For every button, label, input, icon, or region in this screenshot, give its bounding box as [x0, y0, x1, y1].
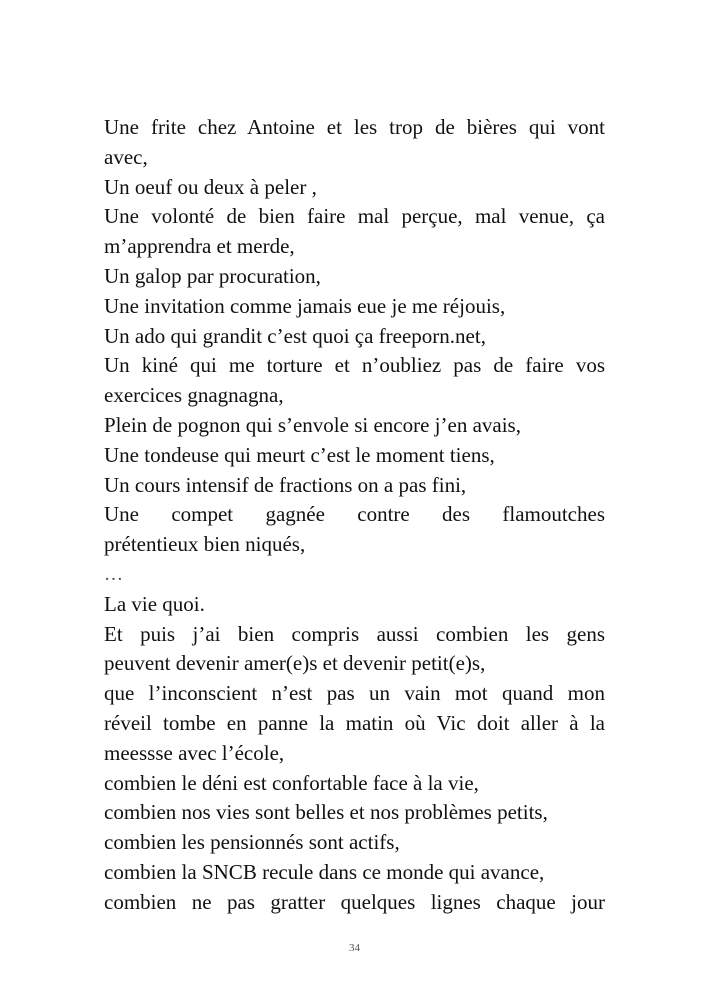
- text-line: Un cours intensif de fractions on a pas fini,: [104, 472, 467, 497]
- text-line: exercices gnagnagna,: [104, 383, 284, 408]
- text-line: Plein de pognon qui s’envole si encore j’en avais,: [104, 412, 521, 437]
- text-line: prétentieux bien niqués,: [104, 532, 306, 557]
- text-line: Et puis j’ai bien compris aussi combien les gens: [104, 621, 605, 646]
- text-line: Une invitation comme jamais eue je me réjouis,: [104, 293, 506, 318]
- text-line: …: [104, 563, 124, 585]
- text-line: Une tondeuse qui meurt c’est le moment tiens,: [104, 442, 495, 467]
- page-number: 34: [349, 942, 360, 954]
- text-line: m’apprendra et merde,: [104, 234, 295, 259]
- body-text: [104, 113, 605, 918]
- text-line: meessse avec l’école,: [104, 740, 285, 765]
- text-line: Une frite chez Antoine et les trop de bières qui vont: [104, 115, 605, 139]
- text-line: Un ado qui grandit c’est quoi ça freeporn.net,: [104, 323, 486, 348]
- text-line: combien ne pas gratter quelques lignes chaque jour: [104, 889, 605, 914]
- text-line: avec,: [104, 144, 148, 169]
- text-line: combien la SNCB recule dans ce monde qui avance,: [104, 859, 545, 884]
- text-line: peuvent devenir amer(e)s et devenir petit(e)s,: [104, 651, 486, 676]
- text-line: Une compet gagnée contre des flamoutches: [104, 502, 605, 527]
- text-line: combien le déni est confortable face à la vie,: [104, 770, 479, 795]
- text-line: La vie quoi.: [104, 591, 205, 616]
- text-line: réveil tombe en panne la matin où Vic doit aller à la: [104, 710, 605, 735]
- text-line: que l’inconscient n’est pas un vain mot quand mon: [104, 681, 605, 706]
- text-line: Un kiné qui me torture et n’oubliez pas de faire vos: [104, 353, 605, 378]
- text-line: Une volonté de bien faire mal perçue, mal venue, ça: [104, 204, 605, 229]
- text-line: Un galop par procuration,: [104, 263, 321, 288]
- text-line: combien les pensionnés sont actifs,: [104, 830, 400, 855]
- text-line: combien nos vies sont belles et nos problèmes petits,: [104, 800, 548, 825]
- text-line: Un oeuf ou deux à peler ,: [104, 174, 317, 199]
